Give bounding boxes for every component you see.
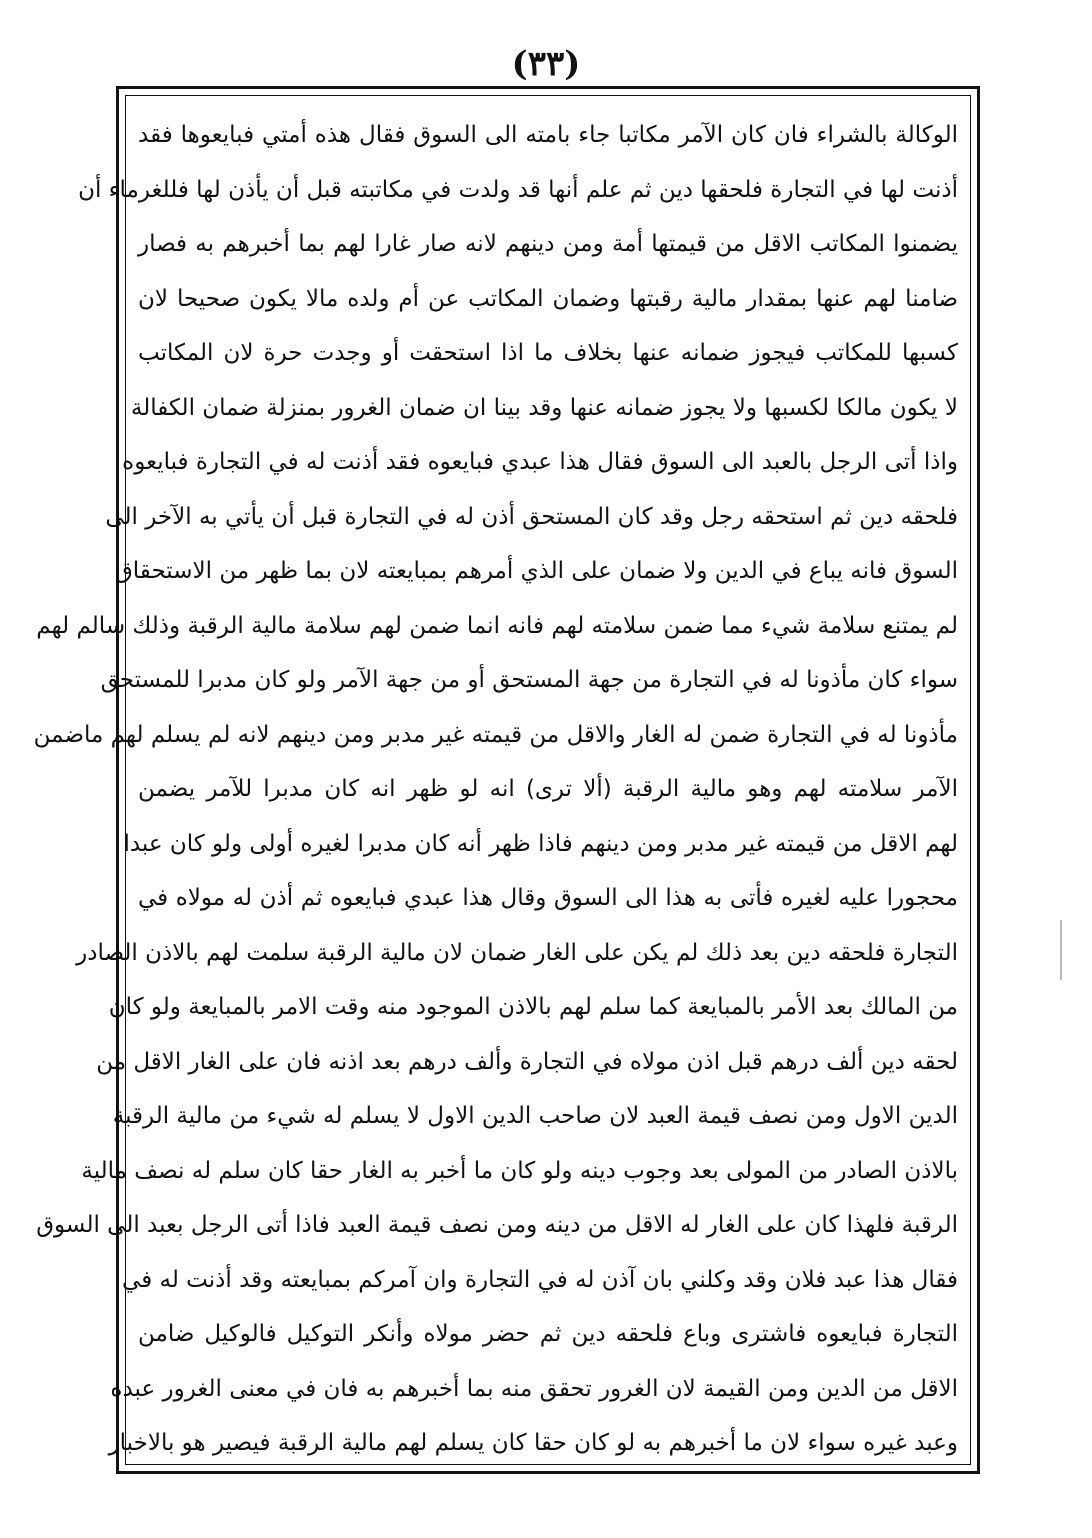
text-line: يضمنوا المكاتب الاقل من قيمتها أمة ومن دينهم لانه صار غارا لهم بما أخبرهم به فصار	[138, 231, 958, 257]
page-frame-inner	[33, 95, 971, 1465]
text-line: من المالك بعد الأمر بالمبايعة كما سلم لهم بالاذن الموجود منه وقت الامر بالمبايعة ولو كان	[108, 994, 958, 1020]
text-line: الوكالة بالشراء فان كان الآمر مكاتبا جاء بامته الى السوق فقال هذه أمتي فبايعوها فقد	[138, 122, 958, 148]
text-line: الاقل من الدين ومن القيمة لان الغرور تحقق منه بما أخبرهم به فان في معنى الغرور عبده	[110, 1375, 958, 1402]
text-line: ضامنا لهم عنها بمقدار مالية رقبتها وضمان المكاتب عن أم ولده مالا يكون صحيحا لان	[138, 285, 958, 312]
text-line: الآمر سلامته لهم وهو مالية الرقبة (ألا ترى) انه لو ظهر انه كان مدبرا للآمر يضمن	[138, 776, 958, 802]
text-line: محجورا عليه لغيره فأتى به هذا الى السوق وقال هذا عبدي فبايعوه ثم أذن له مولاه في	[138, 885, 958, 911]
text-line: التجارة فبايعوه فاشترى وباع فلحقه دين ثم حضر مولاه وأنكر التوكيل فالوكيل ضامن	[138, 1321, 958, 1347]
text-line: لم يمتنع سلامة شيء مما ضمن سلامته لهم فانه انما ضمن لهم سلامة مالية الرقبة وذلك سالم لهم	[36, 612, 958, 639]
page-number: (٣٣)	[511, 44, 581, 84]
text-line: مأذونا له في التجارة ضمن له الغار والاقل من قيمته غير مدبر ومن دينهم لانه لم يسلم لهم ماضمن	[33, 721, 958, 748]
text-line: الدين الاول ومن نصف قيمة العبد لان صاحب الدين الاول لا يسلم له شيء من مالية الرقبة	[112, 1103, 958, 1129]
text-line: لحقه دين ألف درهم قبل اذن مولاه في التجارة وألف درهم بعد اذنه فان على الغار الاقل من	[96, 1048, 958, 1075]
text-line: واذا أتى الرجل بالعبد الى السوق فقال هذا عبدي فبايعوه فقد أذنت له في التجارة فبايعوه	[122, 449, 958, 475]
text-line: فقال هذا عبد فلان وقد وكلني بان آذن له في التجارة وان آمركم بمبايعته وقد أذنت له في	[122, 1266, 958, 1293]
text-body	[33, 108, 958, 1456]
text-line: كسبها للمكاتب فيجوز ضمانه عنها بخلاف ما اذا استحقت أو وجدت حرة لان المكاتب	[138, 340, 958, 366]
text-line: بالاذن الصادر من المولى بعد وجوب دينه ولو كان ما أخبر به الغار حقا كان سلم له نصف مالية	[81, 1157, 958, 1184]
page-frame	[33, 86, 980, 1474]
scan-margin-mark	[1060, 920, 1062, 980]
text-line: سواء كان مأذونا له في التجارة من جهة المستحق أو من جهة الآمر ولو كان مدبرا للمستحق	[100, 667, 958, 693]
text-line: فلحقه دين ثم استحقه رجل وقد كان المستحق أذن له في التجارة قبل أن يأتي به الآخر الى	[105, 503, 958, 530]
text-line: التجارة فلحقه دين بعد ذلك لم يكن على الغار ضمان لان مالية الرقبة سلمت لهم بالاذن الصادر	[76, 939, 958, 966]
text-line: السوق فانه يباع في الدين ولا ضمان على الذي أمرهم بمبايعته لان بما ظهر من الاستحقاق	[114, 558, 958, 584]
text-line: وعبد غيره سواء لان ما أخبرهم به لو كان حقا كان يسلم لهم مالية الرقبة فيصير هو بالاخبار	[108, 1430, 958, 1456]
text-line: لهم الاقل من قيمته غير مدبر ومن دينهم فاذا ظهر أنه كان مدبرا لغيره أولى ولو كان عبدا	[123, 830, 958, 857]
text-line: أذنت لها في التجارة فلحقها دين ثم علم أنها قد ولدت في مكاتبته قبل أن يأذن لها فللغرماء أن	[78, 176, 958, 203]
text-line: لا يكون مالكا لكسبها ولا يجوز ضمانه عنها وقد بينا ان ضمان الغرور بمنزلة ضمان الكفالة	[130, 394, 958, 421]
text-line: الرقبة فلهذا كان على الغار له الاقل من دينه ومن نصف قيمة العبد فاذا أتى الرجل بعبد الى السوق	[36, 1212, 958, 1238]
